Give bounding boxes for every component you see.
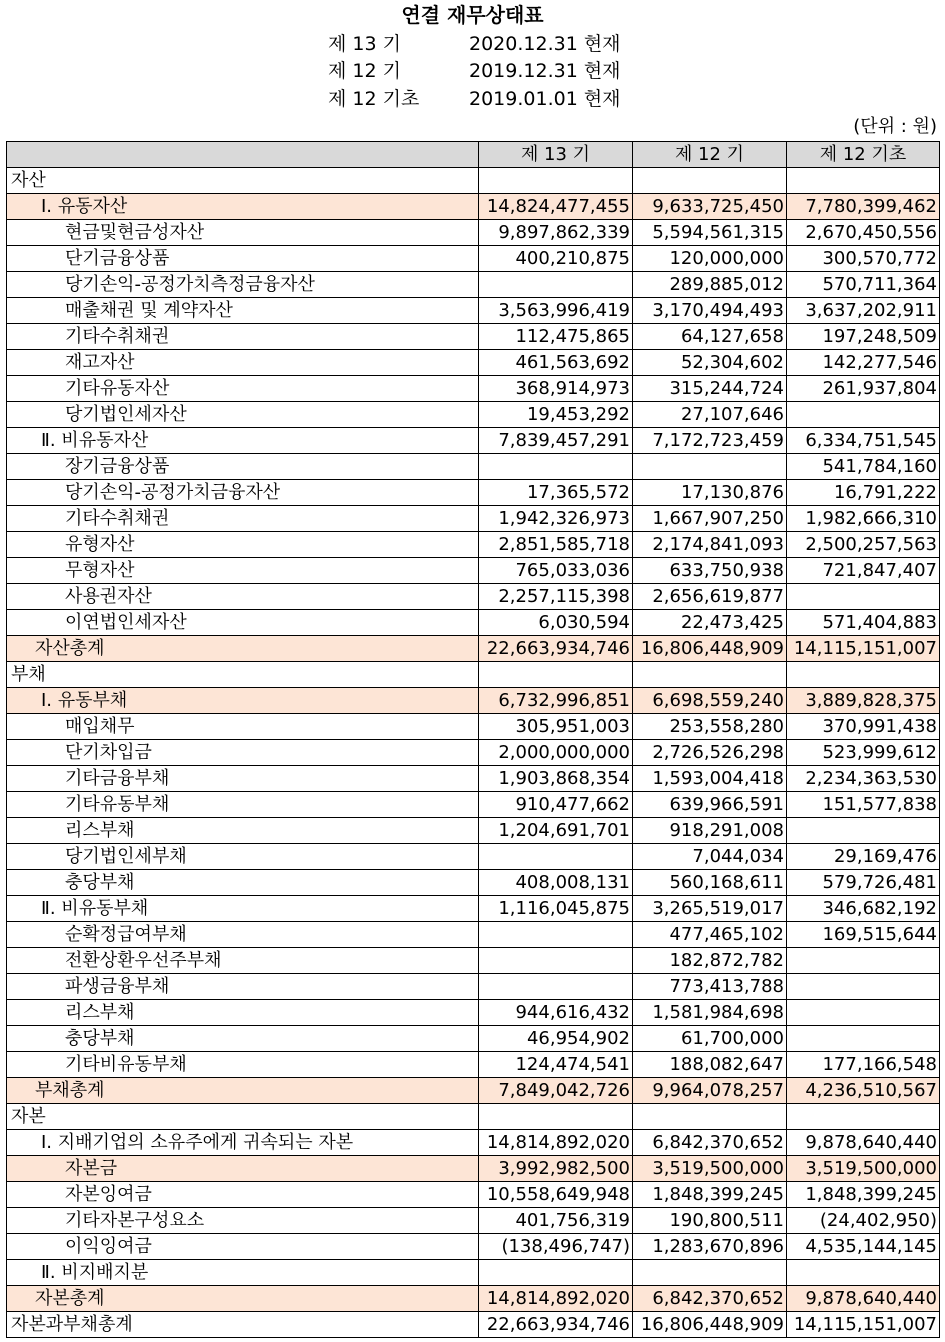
account-label: Ⅰ. 유동부채: [7, 688, 479, 714]
account-label: 매입채무: [7, 714, 479, 740]
account-label: 리스부채: [7, 1000, 479, 1026]
account-label: Ⅰ. 지배기업의 소유주에게 귀속되는 자본: [7, 1130, 479, 1156]
value-period-12: 120,000,000: [633, 246, 787, 272]
value-period-13: 765,033,036: [479, 558, 633, 584]
header-period-13: 제 13 기: [479, 142, 633, 168]
value-period-12-opening: 2,500,257,563: [787, 532, 940, 558]
account-label: 당기법인세자산: [7, 402, 479, 428]
value-period-13: [479, 974, 633, 1000]
period-date-13: 2020.12.31 현재: [469, 33, 621, 55]
header-period-12: 제 12 기: [633, 142, 787, 168]
balance-sheet-table: [6, 141, 940, 1338]
value-period-12-opening: [787, 1026, 940, 1052]
value-period-12: 3,265,519,017: [633, 896, 787, 922]
table-row: [7, 558, 940, 584]
table-row: [7, 350, 940, 376]
account-label: 충당부채: [7, 1026, 479, 1052]
value-period-12-opening: 300,570,772: [787, 246, 940, 272]
header-period-12-opening: 제 12 기초: [787, 142, 940, 168]
value-period-13: 305,951,003: [479, 714, 633, 740]
account-label: 무형자산: [7, 558, 479, 584]
table-row: [7, 1078, 940, 1104]
value-period-12: 1,593,004,418: [633, 766, 787, 792]
account-label: 순확정급여부채: [7, 922, 479, 948]
account-label: Ⅰ. 유동자산: [7, 194, 479, 220]
value-period-12: 52,304,602: [633, 350, 787, 376]
value-period-12: 17,130,876: [633, 480, 787, 506]
value-period-12: 1,581,984,698: [633, 1000, 787, 1026]
table-row: [7, 870, 940, 896]
value-period-12-opening: (24,402,950): [787, 1208, 940, 1234]
value-period-12-opening: 197,248,509: [787, 324, 940, 350]
value-period-12-opening: 177,166,548: [787, 1052, 940, 1078]
table-row: [7, 1130, 940, 1156]
value-period-13: [479, 948, 633, 974]
statement-title: 연결 재무상태표: [401, 3, 544, 27]
account-label: 장기금융상품: [7, 454, 479, 480]
table-row: [7, 246, 940, 272]
table-row: [7, 636, 940, 662]
account-label: 파생금융부채: [7, 974, 479, 1000]
value-period-13: 1,116,045,875: [479, 896, 633, 922]
account-label: 자산: [7, 168, 479, 194]
value-period-12: 639,966,591: [633, 792, 787, 818]
value-period-12-opening: 541,784,160: [787, 454, 940, 480]
account-label: 이연법인세자산: [7, 610, 479, 636]
table-row: [7, 688, 940, 714]
value-period-12-opening: [787, 1260, 940, 1286]
value-period-12-opening: 2,234,363,530: [787, 766, 940, 792]
account-label: 기타유동자산: [7, 376, 479, 402]
account-label: 기타수취채권: [7, 506, 479, 532]
account-label: 부채: [7, 662, 479, 688]
account-label: 자본잉여금: [7, 1182, 479, 1208]
value-period-12: 7,172,723,459: [633, 428, 787, 454]
value-period-13: 124,474,541: [479, 1052, 633, 1078]
value-period-12: 918,291,008: [633, 818, 787, 844]
value-period-12: 2,726,526,298: [633, 740, 787, 766]
value-period-13: 22,663,934,746: [479, 636, 633, 662]
account-label: 전환상환우선주부채: [7, 948, 479, 974]
table-row: [7, 272, 940, 298]
value-period-12-opening: 4,535,144,145: [787, 1234, 940, 1260]
value-period-12: 477,465,102: [633, 922, 787, 948]
value-period-12: 16,806,448,909: [633, 1312, 787, 1338]
value-period-12-opening: [787, 974, 940, 1000]
period-label-13: 제 13 기: [328, 33, 401, 55]
value-period-12: 22,473,425: [633, 610, 787, 636]
value-period-12-opening: 721,847,407: [787, 558, 940, 584]
account-label: 기타비유동부채: [7, 1052, 479, 1078]
table-row: [7, 454, 940, 480]
account-label: 현금및현금성자산: [7, 220, 479, 246]
value-period-12-opening: 261,937,804: [787, 376, 940, 402]
value-period-12: 9,633,725,450: [633, 194, 787, 220]
value-period-13: 10,558,649,948: [479, 1182, 633, 1208]
value-period-12: 3,519,500,000: [633, 1156, 787, 1182]
value-period-13: 9,897,862,339: [479, 220, 633, 246]
value-period-12: 6,842,370,652: [633, 1286, 787, 1312]
value-period-12-opening: 3,637,202,911: [787, 298, 940, 324]
value-period-12-opening: [787, 1104, 940, 1130]
value-period-12-opening: 1,982,666,310: [787, 506, 940, 532]
account-label: 당기법인세부채: [7, 844, 479, 870]
value-period-13: [479, 168, 633, 194]
value-period-13: 112,475,865: [479, 324, 633, 350]
value-period-13: [479, 844, 633, 870]
value-period-13: 7,839,457,291: [479, 428, 633, 454]
table-row: [7, 610, 940, 636]
value-period-13: 3,992,982,500: [479, 1156, 633, 1182]
header-account: [7, 142, 479, 168]
value-period-12-opening: [787, 662, 940, 688]
value-period-12: 2,174,841,093: [633, 532, 787, 558]
value-period-12: [633, 662, 787, 688]
value-period-12: 7,044,034: [633, 844, 787, 870]
value-period-13: 461,563,692: [479, 350, 633, 376]
account-label: 자산총계: [7, 636, 479, 662]
value-period-12-opening: [787, 168, 940, 194]
value-period-12-opening: 571,404,883: [787, 610, 940, 636]
value-period-13: [479, 272, 633, 298]
table-row: [7, 428, 940, 454]
value-period-12-opening: 579,726,481: [787, 870, 940, 896]
value-period-13: 400,210,875: [479, 246, 633, 272]
value-period-12: 253,558,280: [633, 714, 787, 740]
value-period-12: 182,872,782: [633, 948, 787, 974]
value-period-12-opening: 370,991,438: [787, 714, 940, 740]
value-period-12-opening: 14,115,151,007: [787, 636, 940, 662]
value-period-12: 6,698,559,240: [633, 688, 787, 714]
value-period-13: 1,903,868,354: [479, 766, 633, 792]
value-period-13: 7,849,042,726: [479, 1078, 633, 1104]
account-label: 기타자본구성요소: [7, 1208, 479, 1234]
account-label: 이익잉여금: [7, 1234, 479, 1260]
account-label: 자본: [7, 1104, 479, 1130]
table-row: [7, 1182, 940, 1208]
value-period-12-opening: 142,277,546: [787, 350, 940, 376]
value-period-13: [479, 922, 633, 948]
value-period-12: 64,127,658: [633, 324, 787, 350]
account-label: 기타금융부채: [7, 766, 479, 792]
table-row: [7, 376, 940, 402]
account-label: 단기차입금: [7, 740, 479, 766]
table-row: [7, 714, 940, 740]
table-row: [7, 1312, 940, 1338]
table-row: [7, 1000, 940, 1026]
table-row: [7, 1156, 940, 1182]
account-label: Ⅱ. 비지배지분: [7, 1260, 479, 1286]
value-period-13: [479, 454, 633, 480]
account-label: 사용권자산: [7, 584, 479, 610]
value-period-13: 22,663,934,746: [479, 1312, 633, 1338]
value-period-13: [479, 1260, 633, 1286]
value-period-13: 910,477,662: [479, 792, 633, 818]
table-row: [7, 298, 940, 324]
account-label: 자본과부채총계: [7, 1312, 479, 1338]
table-row: [7, 1286, 940, 1312]
account-label: 재고자산: [7, 350, 479, 376]
value-period-13: 14,814,892,020: [479, 1286, 633, 1312]
table-row: [7, 1104, 940, 1130]
value-period-12-opening: 1,848,399,245: [787, 1182, 940, 1208]
table-row: [7, 922, 940, 948]
value-period-12: 2,656,619,877: [633, 584, 787, 610]
value-period-13: 2,000,000,000: [479, 740, 633, 766]
account-label: 매출채권 및 계약자산: [7, 298, 479, 324]
value-period-13: 14,814,892,020: [479, 1130, 633, 1156]
value-period-12: 61,700,000: [633, 1026, 787, 1052]
value-period-12: 5,594,561,315: [633, 220, 787, 246]
table-row: [7, 896, 940, 922]
value-period-12: 560,168,611: [633, 870, 787, 896]
value-period-13: 6,030,594: [479, 610, 633, 636]
value-period-12-opening: [787, 402, 940, 428]
table-row: [7, 974, 940, 1000]
account-label: 기타수취채권: [7, 324, 479, 350]
value-period-12-opening: 151,577,838: [787, 792, 940, 818]
value-period-13: 401,756,319: [479, 1208, 633, 1234]
table-row: [7, 324, 940, 350]
account-label: 단기금융상품: [7, 246, 479, 272]
table-row: [7, 168, 940, 194]
value-period-12-opening: [787, 948, 940, 974]
account-label: 유형자산: [7, 532, 479, 558]
table-row: [7, 792, 940, 818]
value-period-13: (138,496,747): [479, 1234, 633, 1260]
period-date-12-opening: 2019.01.01 현재: [469, 88, 621, 110]
table-row: [7, 740, 940, 766]
period-label-12: 제 12 기: [328, 60, 401, 82]
table-row: [7, 532, 940, 558]
table-row: [7, 948, 940, 974]
value-period-13: 3,563,996,419: [479, 298, 633, 324]
value-period-12: [633, 1104, 787, 1130]
value-period-12: [633, 168, 787, 194]
value-period-12: 289,885,012: [633, 272, 787, 298]
table-row: [7, 818, 940, 844]
value-period-13: 408,008,131: [479, 870, 633, 896]
value-period-12: 773,413,788: [633, 974, 787, 1000]
account-label: Ⅱ. 비유동부채: [7, 896, 479, 922]
value-period-12-opening: 7,780,399,462: [787, 194, 940, 220]
table-row: [7, 194, 940, 220]
account-label: Ⅱ. 비유동자산: [7, 428, 479, 454]
value-period-12: 3,170,494,493: [633, 298, 787, 324]
value-period-12-opening: 3,519,500,000: [787, 1156, 940, 1182]
value-period-13: 1,204,691,701: [479, 818, 633, 844]
value-period-13: 46,954,902: [479, 1026, 633, 1052]
account-label: 당기손익-공정가치측정금융자산: [7, 272, 479, 298]
table-row: [7, 480, 940, 506]
value-period-12-opening: 4,236,510,567: [787, 1078, 940, 1104]
unit-label: (단위 : 원): [853, 116, 937, 137]
value-period-12-opening: 14,115,151,007: [787, 1312, 940, 1338]
table-row: [7, 506, 940, 532]
account-label: 당기손익-공정가치금융자산: [7, 480, 479, 506]
table-row: [7, 584, 940, 610]
value-period-12-opening: [787, 1000, 940, 1026]
account-label: 자본총계: [7, 1286, 479, 1312]
account-label: 충당부채: [7, 870, 479, 896]
value-period-12-opening: 9,878,640,440: [787, 1130, 940, 1156]
value-period-13: 14,824,477,455: [479, 194, 633, 220]
value-period-12: 1,848,399,245: [633, 1182, 787, 1208]
period-date-12: 2019.12.31 현재: [469, 60, 621, 82]
value-period-12: [633, 1260, 787, 1286]
value-period-12: 6,842,370,652: [633, 1130, 787, 1156]
value-period-12: 315,244,724: [633, 376, 787, 402]
account-label: 리스부채: [7, 818, 479, 844]
value-period-12: 1,283,670,896: [633, 1234, 787, 1260]
value-period-12-opening: 3,889,828,375: [787, 688, 940, 714]
value-period-12-opening: 29,169,476: [787, 844, 940, 870]
value-period-12-opening: [787, 584, 940, 610]
value-period-13: 19,453,292: [479, 402, 633, 428]
account-label: 부채총계: [7, 1078, 479, 1104]
period-label-12-opening: 제 12 기초: [328, 88, 420, 110]
value-period-13: 944,616,432: [479, 1000, 633, 1026]
value-period-12-opening: [787, 818, 940, 844]
value-period-12: 190,800,511: [633, 1208, 787, 1234]
value-period-12-opening: 16,791,222: [787, 480, 940, 506]
value-period-12-opening: 523,999,612: [787, 740, 940, 766]
account-label: 기타유동부채: [7, 792, 479, 818]
value-period-12: 9,964,078,257: [633, 1078, 787, 1104]
value-period-12-opening: 2,670,450,556: [787, 220, 940, 246]
table-row: [7, 1260, 940, 1286]
value-period-12-opening: 169,515,644: [787, 922, 940, 948]
table-row: [7, 402, 940, 428]
balance-sheet-body: [7, 142, 940, 1338]
value-period-13: [479, 662, 633, 688]
table-row: [7, 1208, 940, 1234]
value-period-12-opening: 570,711,364: [787, 272, 940, 298]
value-period-12-opening: 6,334,751,545: [787, 428, 940, 454]
value-period-12: 1,667,907,250: [633, 506, 787, 532]
value-period-12: [633, 454, 787, 480]
value-period-13: 1,942,326,973: [479, 506, 633, 532]
value-period-13: 368,914,973: [479, 376, 633, 402]
value-period-12: 633,750,938: [633, 558, 787, 584]
value-period-12-opening: 346,682,192: [787, 896, 940, 922]
value-period-13: 2,257,115,398: [479, 584, 633, 610]
value-period-13: 2,851,585,718: [479, 532, 633, 558]
value-period-13: [479, 1104, 633, 1130]
value-period-12: 188,082,647: [633, 1052, 787, 1078]
value-period-13: 6,732,996,851: [479, 688, 633, 714]
account-label: 자본금: [7, 1156, 479, 1182]
table-row: [7, 1026, 940, 1052]
value-period-12: 27,107,646: [633, 402, 787, 428]
table-row: [7, 662, 940, 688]
table-row: [7, 220, 940, 246]
table-header-row: [7, 142, 940, 168]
table-row: [7, 1052, 940, 1078]
table-row: [7, 1234, 940, 1260]
value-period-13: 17,365,572: [479, 480, 633, 506]
value-period-12: 16,806,448,909: [633, 636, 787, 662]
table-row: [7, 766, 940, 792]
table-row: [7, 844, 940, 870]
value-period-12-opening: 9,878,640,440: [787, 1286, 940, 1312]
